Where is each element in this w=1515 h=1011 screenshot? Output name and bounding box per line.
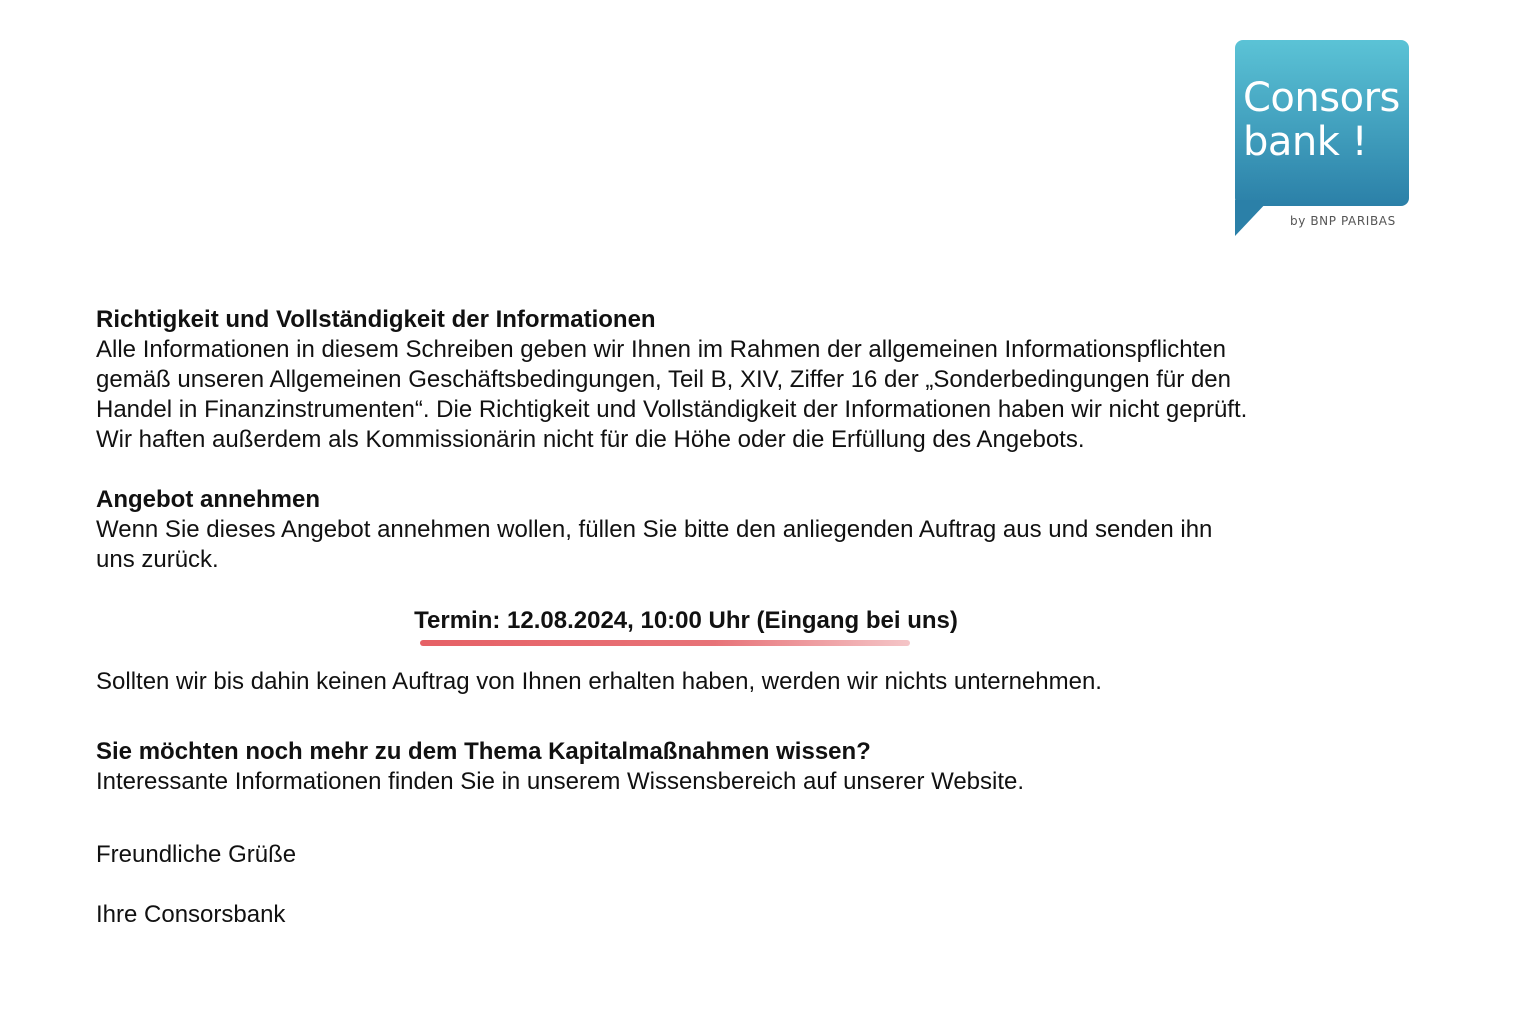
more-info-text: Interessante Informationen finden Sie in unserem Wissensbereich auf unserer Website. <box>96 768 1025 795</box>
section-accuracy <box>96 305 1396 455</box>
section-heading-more-info: Sie möchten noch mehr zu dem Thema Kapitalmaßnahmen wissen? <box>96 738 871 765</box>
red-underline-highlight <box>420 640 910 646</box>
section-no-order <box>96 667 1396 697</box>
section-accept-offer <box>96 485 1396 575</box>
section-heading-accuracy: Richtigkeit und Vollständigkeit der Informationen <box>96 306 656 333</box>
accuracy-line-1: Alle Informationen in diesem Schreiben geben wir Ihnen im Rahmen der allgemeinen Informationspflichten <box>96 336 1226 363</box>
letter-body <box>96 305 1396 930</box>
logo-subtitle: by BNP PARIBAS <box>1290 214 1396 228</box>
section-more-info <box>96 737 1396 797</box>
deadline-block <box>96 606 1276 636</box>
logo-speech-tail <box>1235 200 1269 236</box>
accuracy-line-2: gemäß unseren Allgemeinen Geschäftsbedingungen, Teil B, XIV, Ziffer 16 der „Sonderbedingungen für den <box>96 366 1231 393</box>
accuracy-line-3: Handel in Finanzinstrumenten“. Die Richtigkeit und Vollständigkeit der Informationen haben wir nicht geprüft. <box>96 396 1248 423</box>
greeting-text: Freundliche Grüße <box>96 841 297 868</box>
accuracy-line-4: Wir haften außerdem als Kommissionärin nicht für die Höhe oder die Erfüllung des Angebots. <box>96 426 1085 453</box>
logo-line-1: Consors <box>1243 75 1400 121</box>
no-order-text: Sollten wir bis dahin keinen Auftrag von Ihnen erhalten haben, werden wir nichts unternehmen. <box>96 668 1102 695</box>
logo-badge <box>1235 40 1409 206</box>
deadline-text <box>414 606 958 636</box>
logo-line-2: bank ! <box>1243 119 1368 165</box>
closing-signature <box>96 900 1396 930</box>
deadline-label: Termin: 12.08.2024, 10:00 Uhr (Eingang bei uns) <box>414 607 958 634</box>
closing-greeting <box>96 840 1396 870</box>
section-heading-accept: Angebot annehmen <box>96 486 321 513</box>
logo-wordmark <box>1243 76 1400 164</box>
accept-line-1: Wenn Sie dieses Angebot annehmen wollen, füllen Sie bitte den anliegenden Auftrag aus und senden ihn <box>96 516 1213 543</box>
consorsbank-logo <box>1235 40 1410 236</box>
accept-line-2: uns zurück. <box>96 546 219 573</box>
signature-text: Ihre Consorsbank <box>96 901 286 928</box>
